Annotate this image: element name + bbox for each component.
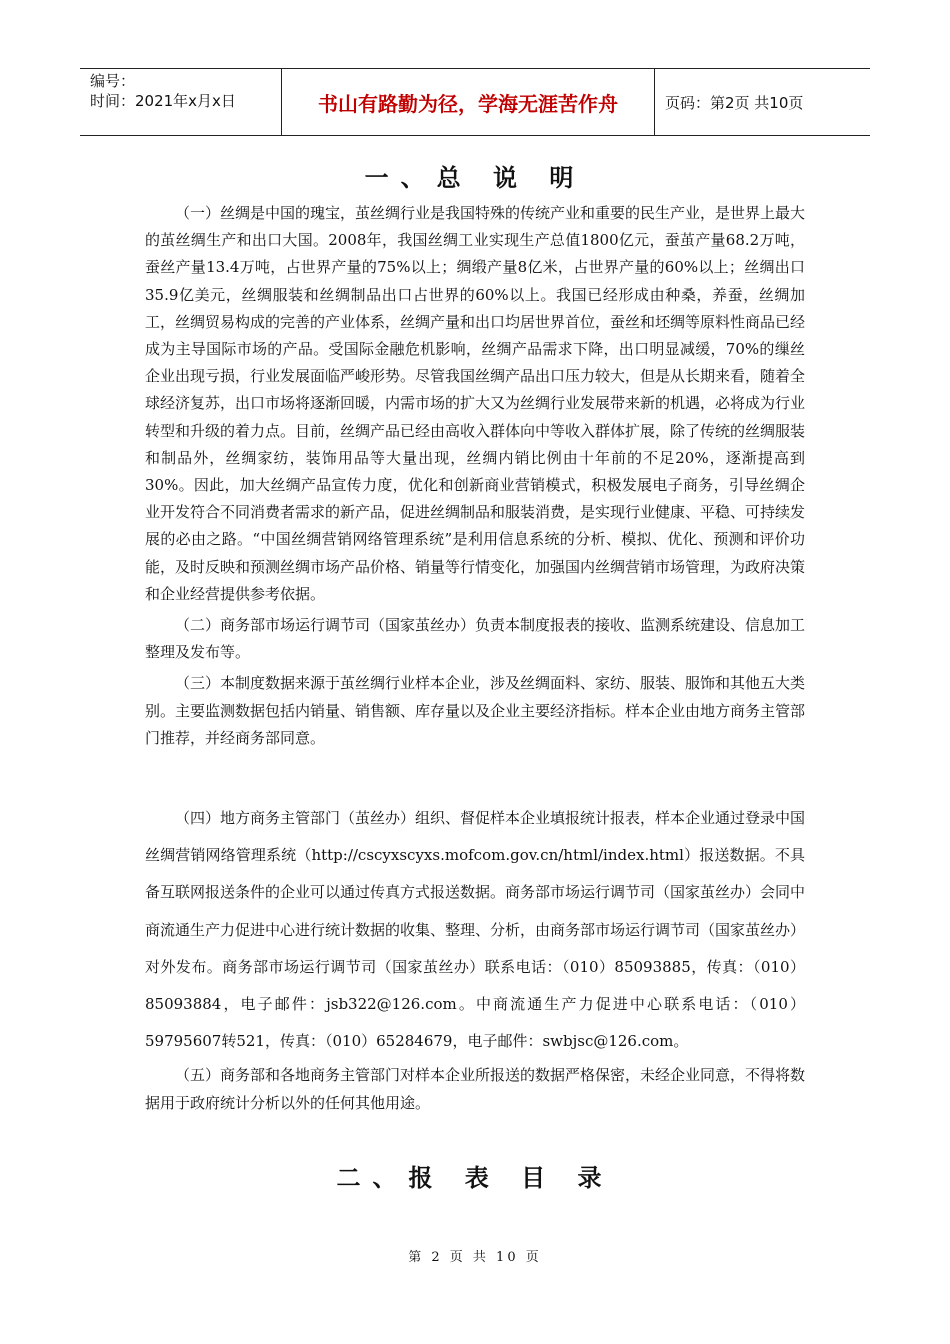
section-title-general: 一、总 说 明 — [364, 164, 586, 192]
paragraph-2: （二）商务部市场运行调节司（国家茧丝办）负责本制度报表的接收、监测系统建设、信息加工整理及发布等。 — [145, 616, 806, 662]
page-header — [80, 68, 870, 136]
paragraph-3: （三）本制度数据来源于茧丝绸行业样本企业，涉及丝绸面料、家纺、服装、服饰和其他五大类别。主要监测数据包括内销量、销售额、库存量以及企业主要经济指标。样本企业由地方商务主管部门推荐，并经商务部同意。 — [145, 674, 806, 747]
header-motto: 书山有路勤为径，学海无涯苦作舟 — [282, 69, 655, 135]
header-meta — [80, 69, 282, 135]
section-title-report-list: 二、报 表 目 录 — [336, 1164, 614, 1192]
header-page-label: 页码：第2页 共10页 — [665, 93, 804, 112]
paragraph-5: （五）商务部和各地商务主管部门对样本企业所报送的数据严格保密，未经企业同意，不得将数据用于政府统计分析以外的任何其他用途。 — [145, 1066, 806, 1112]
page-footer: 第 2 页 共 10 页 — [408, 1250, 542, 1265]
document-number-label: 编号： — [90, 72, 136, 90]
body-text-block-2 — [145, 800, 805, 1117]
paragraph-4: （四）地方商务主管部门（茧丝办）组织、督促样本企业填报统计报表，样本企业通过登录中国丝绸营销网络管理系统（http://cscyxscyxs.mofcom.gov.cn/html/index.html）报送数据。不具备互联网报送条件的企业可以通过传真方式报送数据。商务部市场运行调节司（国家茧丝办）会同中商流通生产力促进中心进行统计数据的收集、整理、分析，由商务部市场运行调节司（国家茧丝办）对外发布。商务部市场运行调节司（国家茧丝办）联系电话：（010）85093885，传真：（010）85093884，电子邮件：jsb322@126.com。中商流通生产力促进中心联系电话：（010）59795607转521，传真：（010）65284679，电子邮件：swbjsc@126.com。 — [145, 809, 806, 1051]
document-time-label: 时间：2021年x月x日 — [90, 92, 236, 110]
paragraph-1: （一）丝绸是中国的瑰宝，茧丝绸行业是我国特殊的传统产业和重要的民生产业，是世界上最大的茧丝绸生产和出口大国。2008年，我国丝绸工业实现生产总值1800亿元，蚕茧产量68.2万吨，蚕丝产量13.4万吨，占世界产量的75%以上；绸缎产量8亿米，占世界产量的60%以上；丝绸出口35.9亿美元，丝绸服装和丝绸制品出口占世界的60%以上。我国已经形成由种桑，养蚕，丝绸加工，丝绸贸易构成的完善的产业体系，丝绸产量和出口均居世界首位，蚕丝和坯绸等原料性商品已经成为主导国际市场的产品。受国际金融危机影响，丝绸产品需求下降，出口明显减缓，70%的缫丝企业出现亏损，行业发展面临严峻形势。尽管我国丝绸产品出口压力较大，但是从长期来看，随着全球经济复苏，出口市场将逐渐回暖，内需市场的扩大又为丝绸行业发展带来新的机遇，必将成为行业转型和升级的着力点。目前，丝绸产品已经由高收入群体向中等收入群体扩展，除了传统的丝绸服装和制品外，丝绸家纺，装饰用品等大量出现，丝绸内销比例由十年前的不足20%，逐渐提高到30%。因此，加大丝绸产品宣传力度，优化和创新商业营销模式，积极发展电子商务，引导丝绸企业开发符合不同消费者需求的新产品，促进丝绸制品和服装消费，是实现行业健康、平稳、可持续发展的必由之路。“中国丝绸营销网络管理系统”是利用信息系统的分析、模拟、优化、预测和评价功能，及时反映和预测丝绸市场产品价格、销量等行情变化，加强国内丝绸营销市场管理，为政府决策和企业经营提供参考依据。 — [145, 204, 806, 603]
body-text-block-1 — [145, 200, 805, 752]
